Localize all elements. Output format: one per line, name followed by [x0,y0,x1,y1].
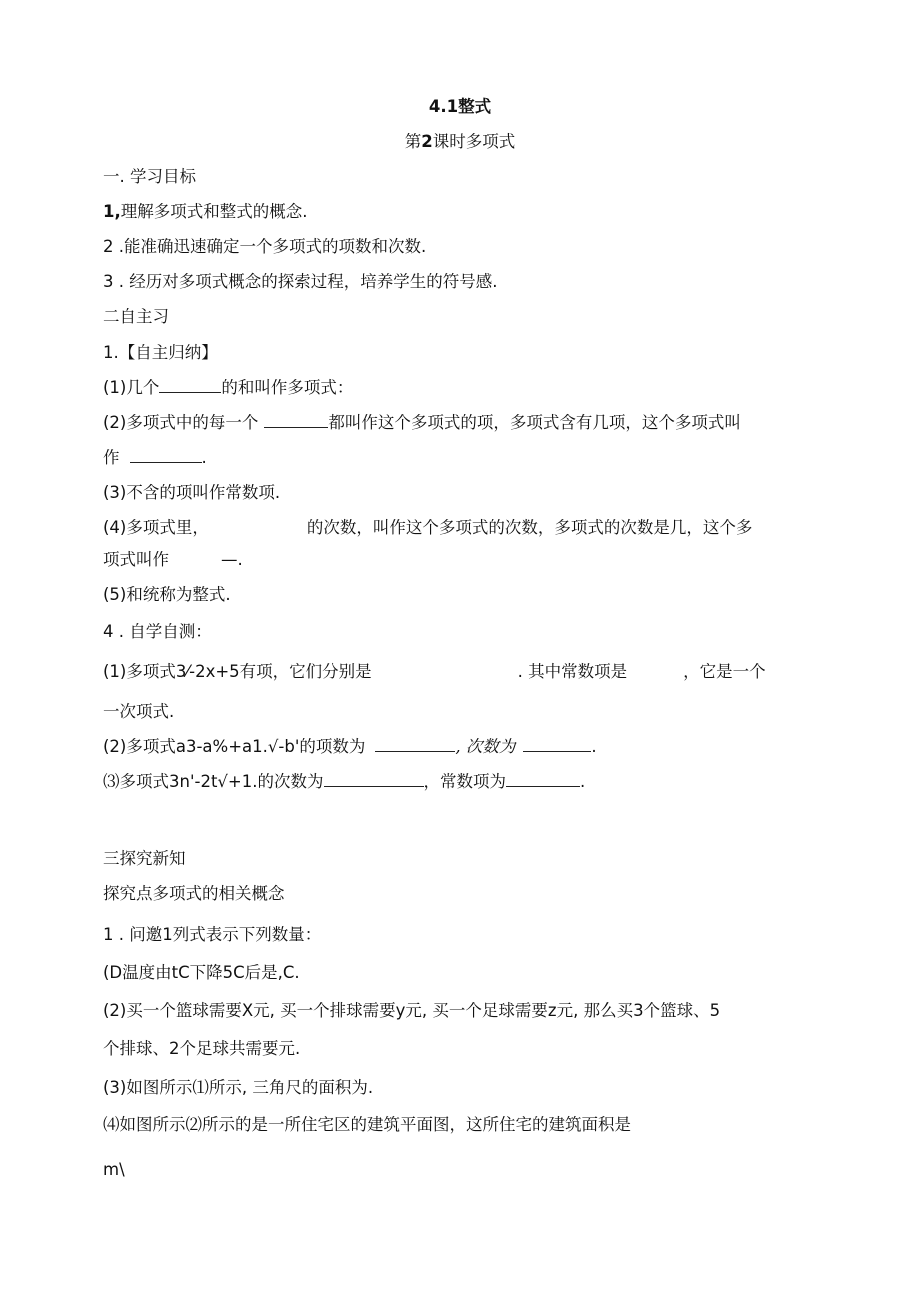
summary-item-3: (3)不含的项叫作常数项. [103,483,281,502]
document-subtitle [0,130,920,154]
test-item-1-cont: 一次项式. [103,702,175,721]
explore-item-3: (2)买一个篮球需要X元, 买一个排球需要y元, 买一个足球需要z元, 那么买3个篮球、5 [103,1001,721,1020]
fill-blank[interactable] [506,770,580,787]
test-item-2: (2)多项式a3-a%+a1.√-b'的项数为 , 次数为 . [103,737,597,756]
subtitle-prefix: 第 [404,132,422,151]
test-item-3: ⑶多项式3n'-2t√+1.的次数为 ，常数项为 . [103,772,586,791]
explore-point: 探究点多项式的相关概念 [103,884,285,903]
summary-item-1: (1)几个 的和叫作多项式： [103,378,354,397]
fill-blank[interactable] [159,376,221,393]
subtitle-number: 2 [421,132,433,151]
goal-1-number: 1, [103,202,121,221]
fill-blank[interactable] [523,735,591,752]
fill-blank[interactable] [264,411,328,428]
test-item-1: (1)多项式3⁄-2x+5有项，它们分别是 . 其中常数项是 ，它是一个 [103,662,766,681]
summary-item-5: (5)和统称为整式. [103,585,231,604]
summary-item-4-cont: 项式叫作 —. [103,550,243,569]
explore-item-3-cont: 个排球、2个足球共需要元. [103,1039,301,1058]
summary-item-4: (4)多项式里， 的次数，叫作这个多项式的次数，多项式的次数是几，这个多 [103,518,753,537]
fill-blank[interactable] [324,770,424,787]
goal-1 [103,200,820,224]
summary-item-2: (2)多项式中的每一个 都叫作这个多项式的项，多项式含有几项，这个多项式叫 [103,413,741,432]
fill-blank[interactable] [130,446,202,463]
self-test-heading: 4 . 自学自测： [103,622,212,641]
section-heading-explore: 三探究新知 [103,849,186,868]
explore-item-5-cont: m\ [103,1160,125,1179]
explore-item-2: (D温度由tC下降5C后是,C. [103,963,300,982]
title-number: 4.1 [428,97,459,116]
goal-3: 3 . 经历对多项式概念的探索过程，培养学生的符号感. [103,272,498,291]
title-text: 整式 [458,97,492,116]
section-heading-self-study: 二自主习 [103,307,169,326]
explore-item-5: ⑷如图所示⑵所示的是一所住宅区的建筑平面图，这所住宅的建筑面积是 [103,1115,631,1134]
fill-blank[interactable] [375,735,455,752]
self-summary-heading: 1.【自主归纳】 [103,343,218,362]
summary-item-2-cont: 作 . [103,448,207,467]
document-title [0,95,920,119]
subtitle-text: 课时多项式 [432,132,516,151]
goal-2: 2 .能准确迅速确定一个多项式的项数和次数. [103,237,427,256]
goal-1-text: 理解多项式和整式的概念. [120,202,308,221]
explore-item-4: (3)如图所示⑴所示, 三角尺的面积为. [103,1078,374,1097]
explore-item-1: 1 . 问邀1列式表示下列数量： [103,925,322,944]
section-heading-goals: 一. 学习目标 [103,167,196,186]
